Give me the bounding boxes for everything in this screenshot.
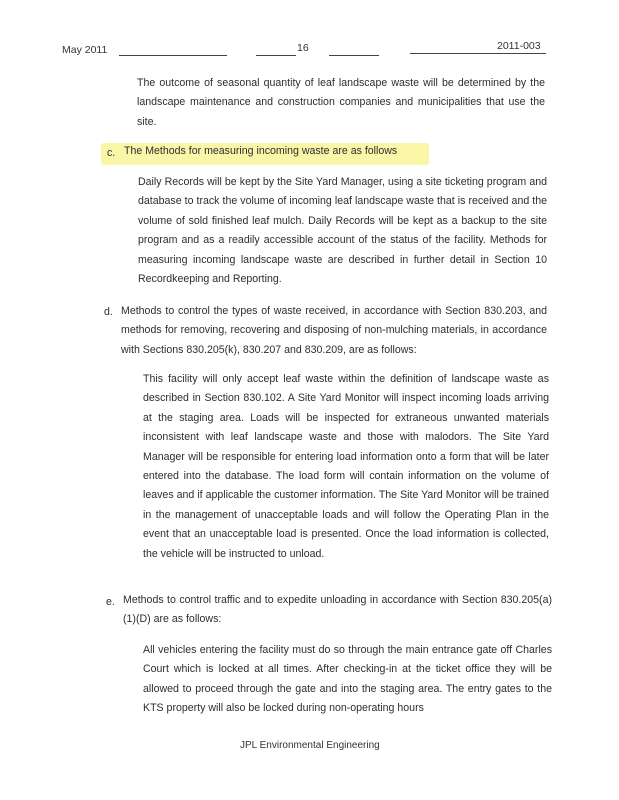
section-c-heading: The Methods for measuring incoming waste are as follows	[124, 145, 398, 157]
header-rule-4	[410, 53, 546, 54]
header-rule-1	[119, 55, 227, 56]
section-d-heading: Methods to control the types of waste received, in accordance with Section 830.203, and methods for removing, recovering and disposing of non-mulching materials, in accordance with Sections 830.205(k), 830.207 and 830.209, are as follows:	[121, 305, 547, 356]
section-c-body: Daily Records will be kept by the Site Yard Manager, using a site ticketing program and database to track the volume of incoming leaf landscape waste that is received and the volume of sold finished leaf mulch. Daily Records will be kept as a backup to the site program and as a readily accessible account of the status of the facility. Methods for measuring incoming landscape waste are described in further detail in Section 10 Recordkeeping and Reporting.	[138, 176, 547, 286]
section-e-body: All vehicles entering the facility must do so through the main entrance gate off Charles Court which is locked at all times. After checking-in at the ticket office they will be allowed to proceed through the gate and into the staging area. The entry gates to the KTS property will also be locked during non-operating hours	[143, 644, 552, 715]
intro-paragraph: The outcome of seasonal quantity of leaf landscape waste will be determined by the landscape maintenance and construction companies and municipalities that use the site.	[137, 77, 545, 128]
header-date: May 2011	[62, 44, 108, 56]
section-d-body: This facility will only accept leaf waste within the definition of landscape waste as described in Section 830.102. A Site Yard Monitor will inspect incoming loads arriving at the staging area. Loads will be inspected for extraneous unwanted materials inconsistent with leaf landscape waste and those with malodors. The Site Yard Manager will be responsible for entering load information onto a form that will be later entered into the database. The load form will contain information on the volume of leaves and if applicable the customer information. The Site Yard Monitor will be trained in the management of unacceptable loads and will follow the Operating Plan in the event that an unacceptable load is presented. Once the load information is collected, the vehicle will be instructed to unload.	[143, 373, 549, 560]
section-d-marker: d.	[104, 306, 113, 318]
section-e-marker: e.	[106, 596, 115, 608]
header-page-number: 16	[297, 42, 309, 54]
header-rule-3	[329, 55, 379, 56]
section-e-heading: Methods to control traffic and to expedite unloading in accordance with Section 830.205(a)(1)(D) are as follows:	[123, 594, 552, 626]
header-doc-number: 2011-003	[497, 40, 541, 52]
header-rule-2	[256, 55, 296, 56]
section-c-marker: c.	[107, 147, 116, 159]
footer-text: JPL Environmental Engineering	[240, 740, 380, 751]
